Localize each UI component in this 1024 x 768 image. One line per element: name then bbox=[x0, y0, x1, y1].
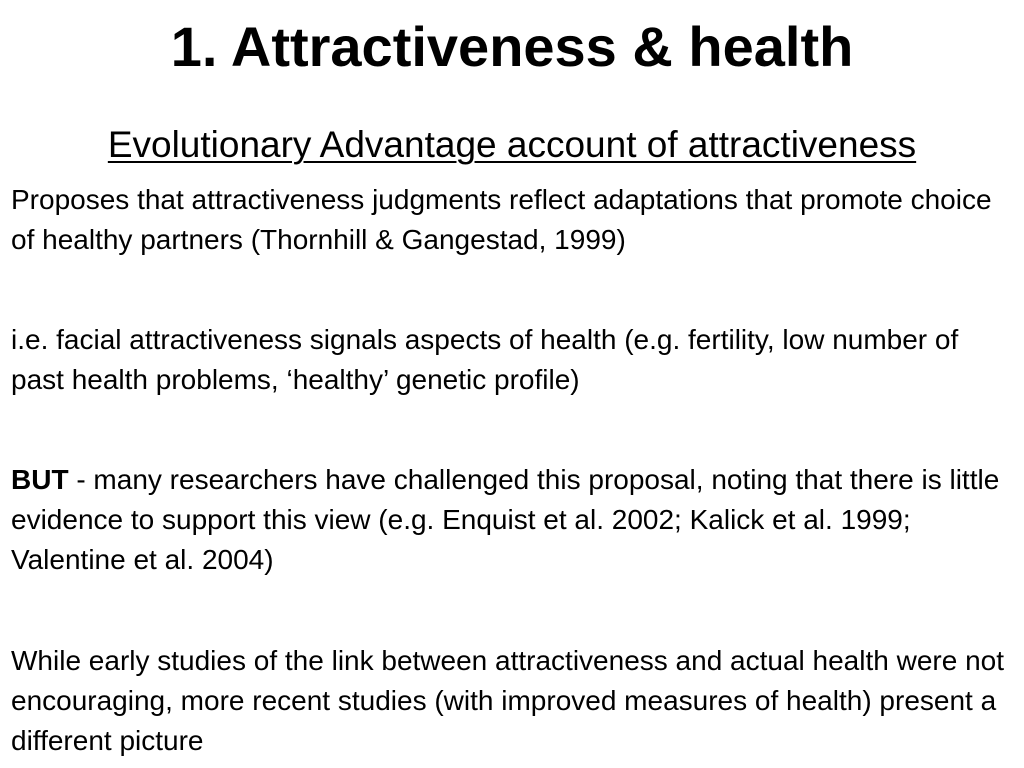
paragraph-recent-studies: While early studies of the link between attractiveness and actual health were not encouraging, more recent studies (with improved measures of health) present a different picture bbox=[11, 645, 1005, 756]
slide-title: 1. Attractiveness & health bbox=[170, 15, 854, 78]
paragraph-health-signals: i.e. facial attractiveness signals aspects of health (e.g. fertility, low number of past health problems, ‘healthy’ genetic profile) bbox=[11, 324, 959, 395]
slide-subtitle: Evolutionary Advantage account of attractiveness bbox=[107, 124, 917, 165]
paragraph-proposal: Proposes that attractiveness judgments reflect adaptations that promote choice of healthy partners (Thornhill & Gangestad, 1999) bbox=[11, 184, 992, 255]
paragraph-challenge-text: - many researchers have challenged this proposal, noting that there is little evidence to support this view (e.g. Enquist et al. 2002; Kalick et al. 1999; Valentine et al. 2004) bbox=[11, 464, 1000, 575]
emphasis-but: BUT bbox=[11, 464, 69, 495]
paragraph-challenge bbox=[11, 460, 1016, 580]
